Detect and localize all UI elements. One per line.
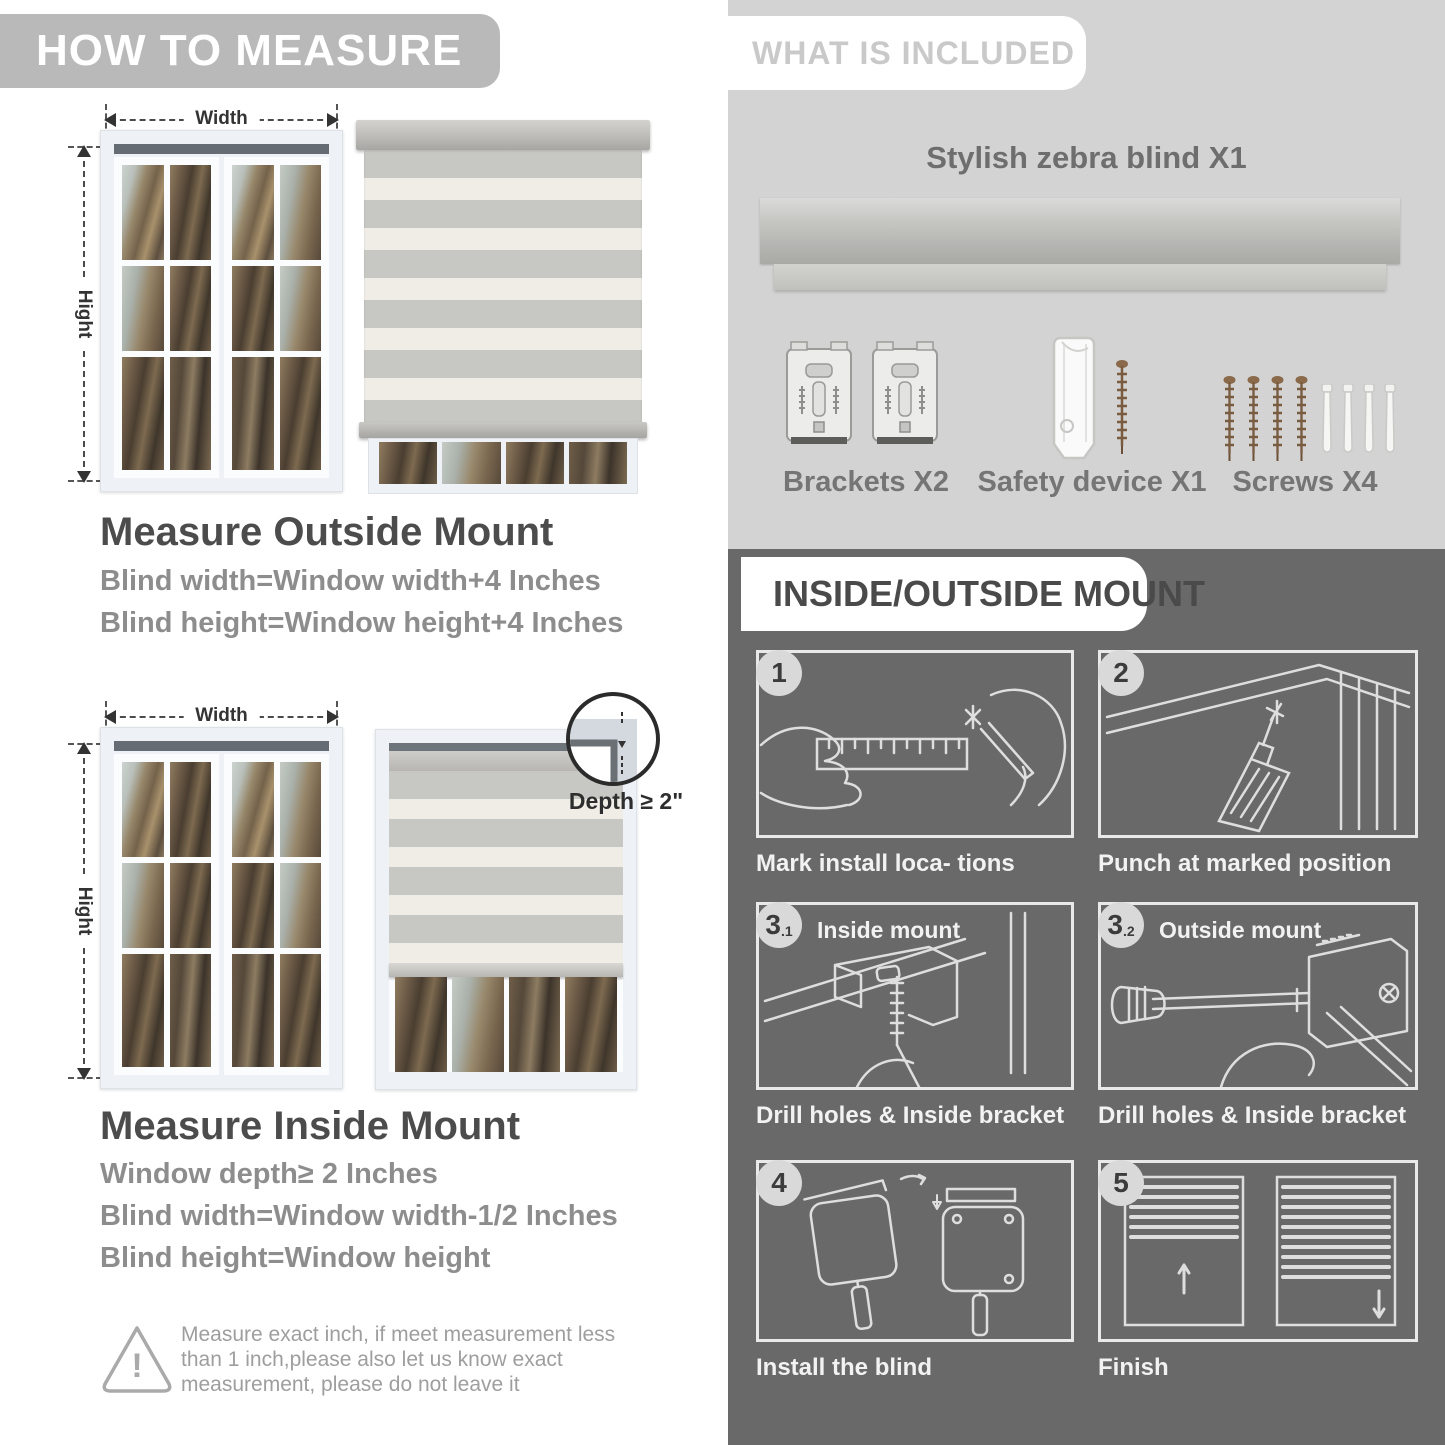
step-number-badge: 5: [1098, 1160, 1144, 1206]
outside-mount-title: Measure Outside Mount: [100, 510, 554, 554]
step-number-badge: 2: [1098, 650, 1144, 696]
step-2-box: [1098, 650, 1418, 838]
install-blind-drawing: [759, 1163, 1071, 1339]
blind-photo-outside: [364, 120, 642, 494]
finish-drawing: [1101, 1163, 1415, 1339]
depth-label: Depth ≥ 2": [568, 788, 684, 814]
wall-anchor-icon: [1383, 384, 1397, 456]
window-door-left: [114, 157, 219, 478]
step-number-badge: 3 .1: [756, 902, 802, 948]
bracket-icon: [784, 340, 854, 450]
screw-icon: [1246, 376, 1261, 462]
arrow-up-icon: [77, 742, 91, 754]
inside-mount-title: Measure Inside Mount: [100, 1104, 521, 1148]
height-label: Hight: [73, 278, 95, 351]
screw-icon: [1270, 376, 1285, 462]
blind-bottom-rail: [389, 963, 623, 977]
step-3-2-box: [1098, 902, 1418, 1090]
step-2-caption: Punch at marked position: [1098, 850, 1392, 877]
outside-mount-label: Outside mount: [1159, 917, 1322, 943]
inside-outside-mount-title: INSIDE/OUTSIDE MOUNT: [773, 573, 1206, 614]
warning-mark: !: [131, 1347, 143, 1385]
arrow-right-icon: [327, 710, 339, 724]
window-photo-inside: [100, 727, 343, 1089]
window-door-right: [224, 157, 329, 478]
blind-product-label: Stylish zebra blind X1: [926, 140, 1247, 175]
zebra-stripes: [364, 150, 642, 422]
width-label: Width: [183, 705, 260, 727]
window-doors: [114, 157, 329, 478]
window-bottom-reflection: [368, 438, 638, 494]
drill-drawing: [1101, 653, 1415, 835]
inside-mount-line-3: Blind height=Window height: [100, 1242, 491, 1274]
bracket-icon: [870, 340, 940, 450]
step-3-2-caption: Drill holes & Inside bracket: [1098, 1102, 1407, 1129]
step-1-box: [756, 650, 1074, 838]
brackets-label: Brackets X2: [782, 466, 950, 498]
arrow-down-icon: [77, 471, 91, 483]
mark-location-drawing: [759, 653, 1071, 835]
arrow-up-icon: [77, 145, 91, 157]
arrow-left-icon: [104, 710, 116, 724]
brackets-image: [784, 340, 940, 450]
window-top-shade: [114, 144, 329, 154]
step-number-badge: 4: [756, 1160, 802, 1206]
wall-anchor-icon: [1362, 384, 1376, 456]
safety-device-label: Safety device X1: [977, 466, 1207, 498]
width-label: Width: [183, 108, 260, 130]
safety-device-image: [1052, 334, 1130, 462]
screws-label: Screws X4: [1232, 466, 1378, 498]
what-is-included-header: [728, 16, 1086, 90]
blind-bottom-rail: [359, 422, 647, 438]
window-photo-outside: [100, 130, 343, 492]
step-3-1-caption: Drill holes & Inside bracket: [756, 1102, 1065, 1129]
inside-mount-label: Inside mount: [817, 917, 961, 943]
depth-magnifier-circle: [566, 692, 660, 786]
height-arrow-inside: [74, 743, 95, 1079]
step-4-box: [756, 1160, 1074, 1342]
step-number-badge: 3 .2: [1098, 902, 1144, 948]
frame-corner-detail-icon: [570, 696, 656, 782]
step-number-badge: 1: [756, 650, 802, 696]
blind-headrail-image: [760, 198, 1400, 264]
step-1-caption: Mark install loca- tions: [756, 850, 1015, 877]
wall-anchor-icon: [1320, 384, 1334, 456]
wall-anchor-icon: [1341, 384, 1355, 456]
warning-triangle-icon: [97, 1320, 177, 1400]
screw-icon: [1222, 376, 1237, 462]
warning-text: Measure exact inch, if meet measurement less than 1 inch,please also let us know exact measurement, please do not leave it: [181, 1323, 616, 1396]
inside-outside-mount-header: [741, 557, 1206, 631]
blind-cassette: [356, 120, 650, 150]
screws-image: [1222, 376, 1309, 462]
screw-icon: [1114, 360, 1130, 456]
arrow-left-icon: [104, 113, 116, 127]
arrow-right-icon: [327, 113, 339, 127]
inside-mount-line-1: Window depth≥ 2 Inches: [100, 1158, 438, 1190]
how-to-measure-header: [0, 14, 500, 88]
step-5-box: [1098, 1160, 1418, 1342]
inside-mount-line-2: Blind width=Window width-1/2 Inches: [100, 1200, 618, 1232]
step-5-caption: Finish: [1098, 1354, 1169, 1381]
width-arrow-inside: [105, 705, 338, 727]
height-arrow-outside: [74, 146, 95, 482]
width-arrow-outside: [105, 108, 338, 130]
anchors-image: [1320, 384, 1397, 456]
what-is-included-title: WHAT IS INCLUDED: [752, 34, 1075, 71]
outside-mount-line-1: Blind width=Window width+4 Inches: [100, 565, 601, 597]
safety-device-icon: [1052, 334, 1098, 462]
how-to-measure-title: HOW TO MEASURE: [36, 26, 463, 75]
height-label: Hight: [73, 875, 95, 948]
step-4-caption: Install the blind: [756, 1354, 933, 1381]
blind-headrail-lower: [774, 264, 1386, 290]
outside-mount-line-2: Blind height=Window height+4 Inches: [100, 607, 624, 639]
step-3-1-box: [756, 902, 1074, 1090]
screw-icon: [1294, 376, 1309, 462]
window-bottom-reflection: [389, 977, 623, 1072]
arrow-down-icon: [77, 1068, 91, 1080]
